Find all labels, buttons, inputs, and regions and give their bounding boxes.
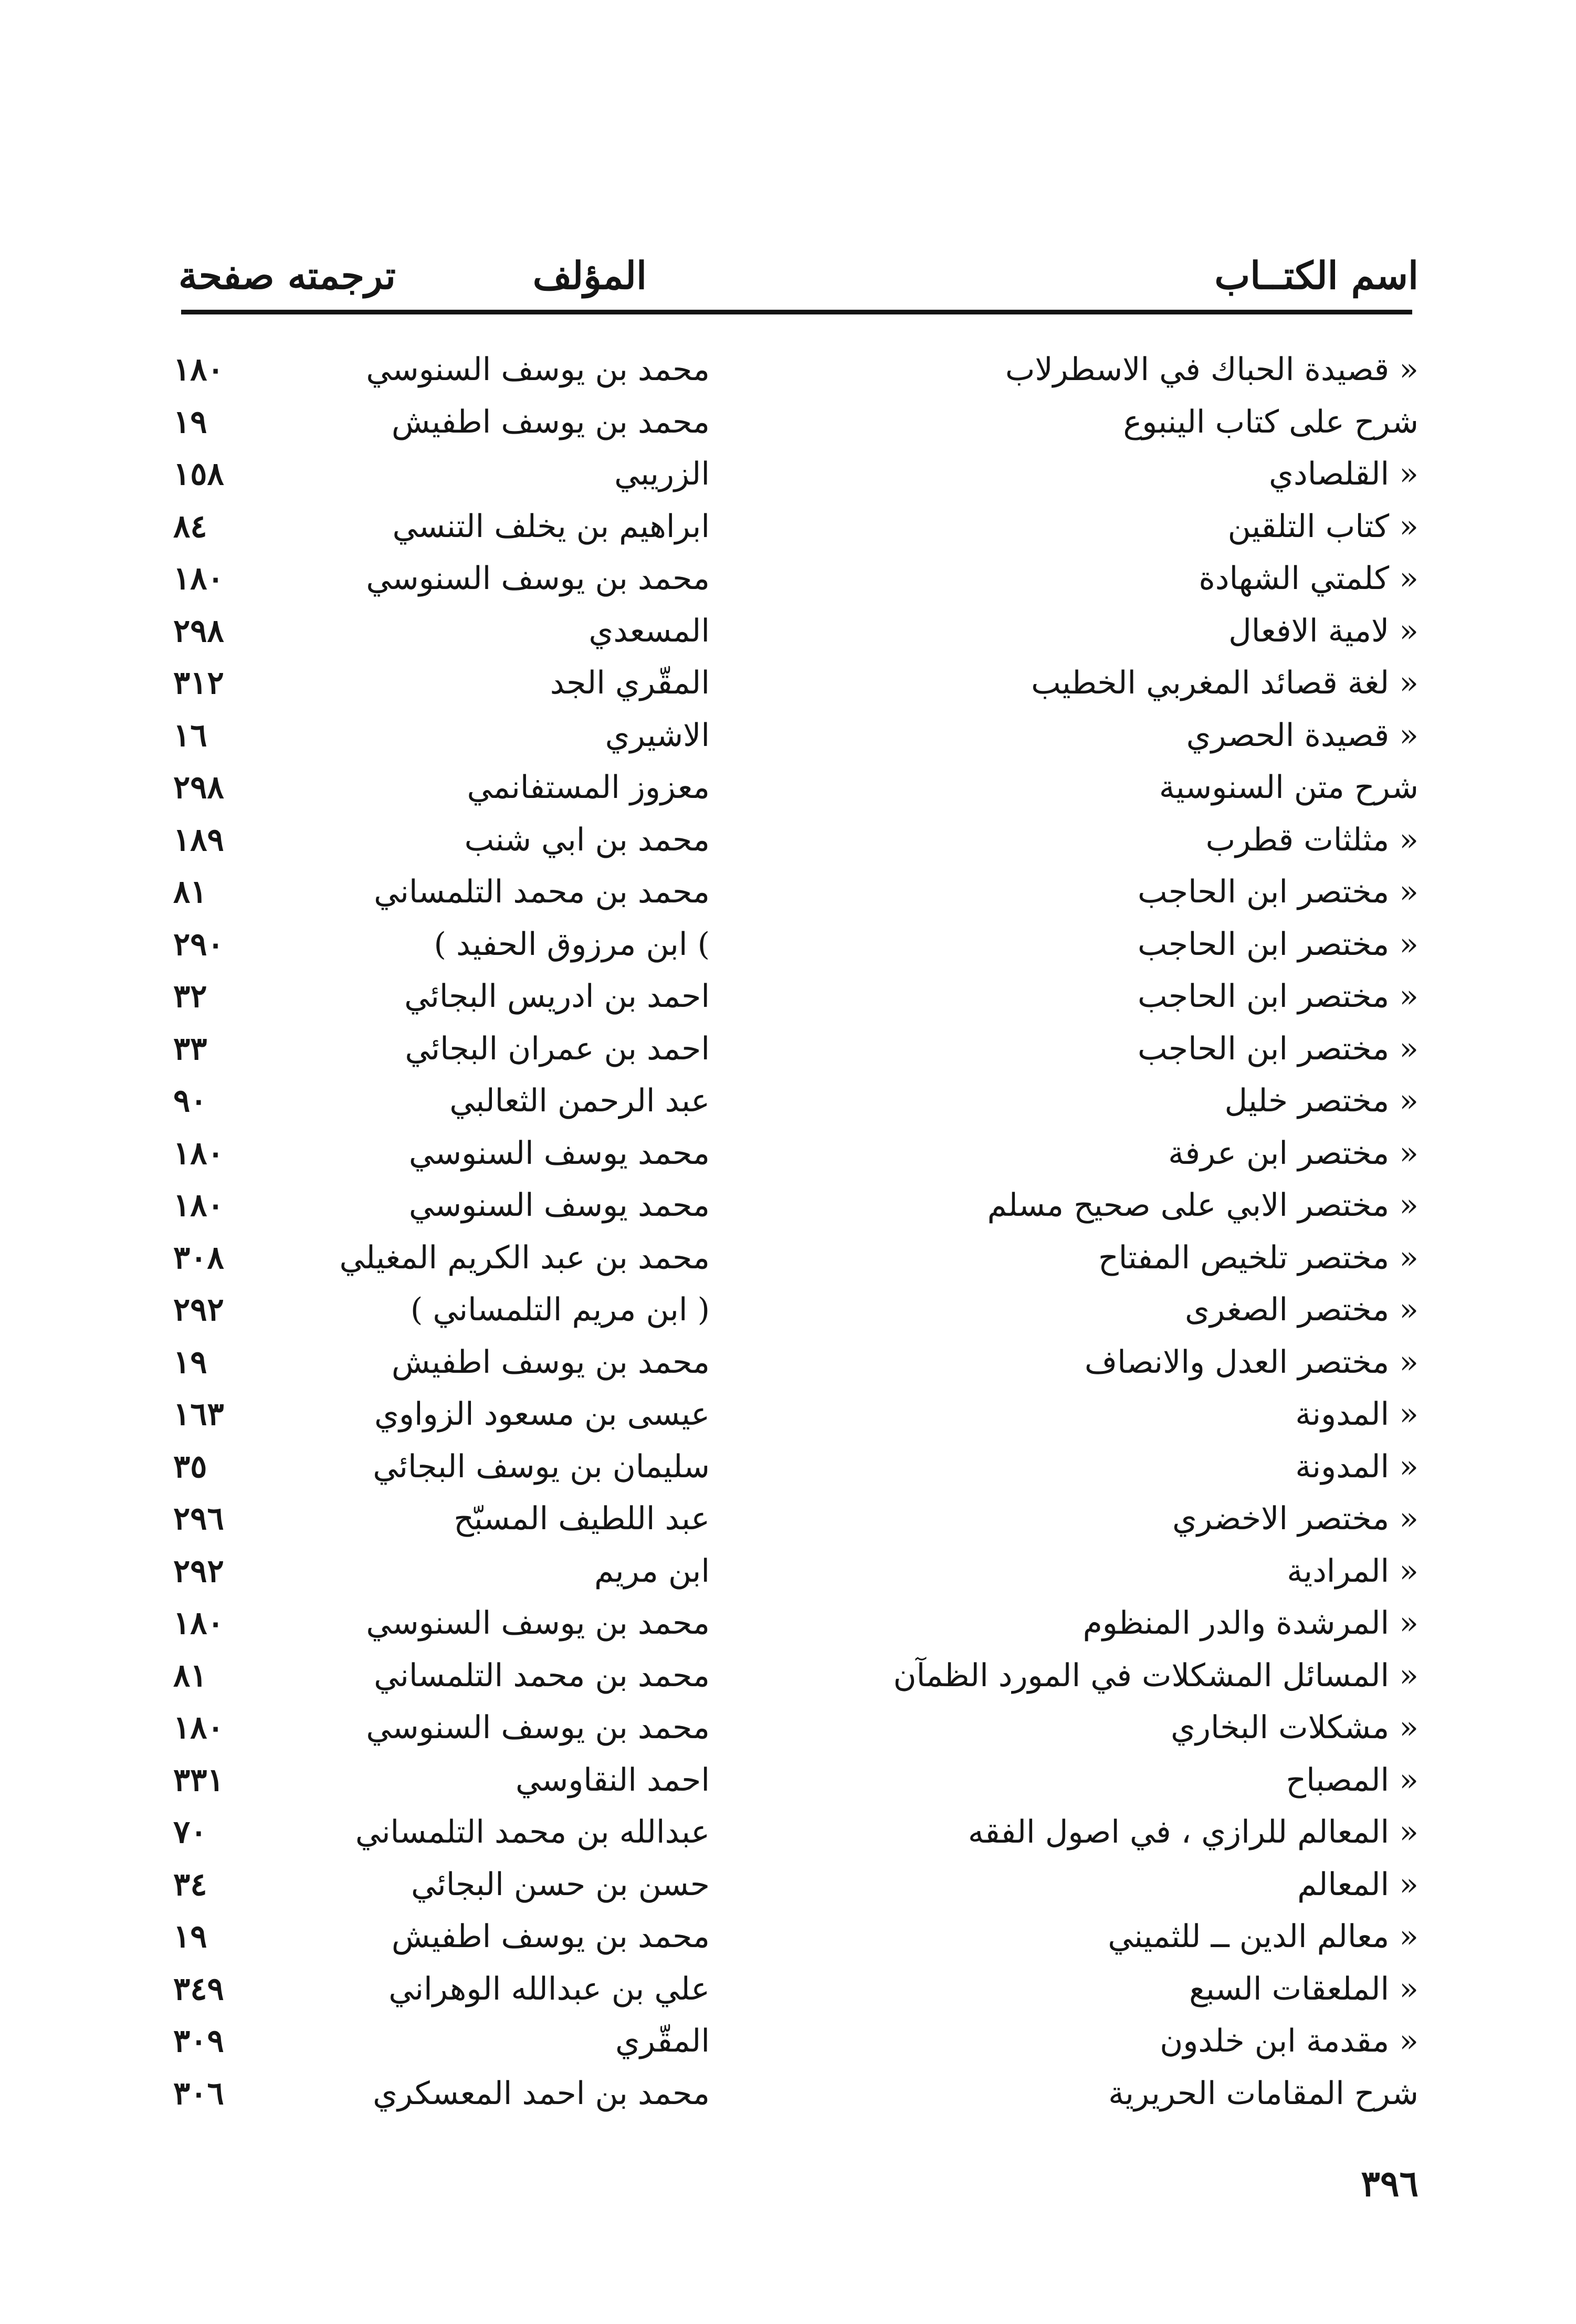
table-row — [0, 553, 1576, 605]
table-row — [0, 2015, 1576, 2068]
book-title-cell: « مختصر ابن الحاجب — [1137, 926, 1419, 963]
book-title-cell: « مختصر الابي على صحيح مسلم — [987, 1187, 1419, 1224]
book-title-cell: « مختصر العدل والانصاف — [1084, 1343, 1419, 1381]
author-cell: محمد يوسف السنوسي — [408, 1134, 710, 1172]
table-row — [0, 1441, 1576, 1494]
table-row — [0, 1597, 1576, 1650]
table-row — [0, 919, 1576, 971]
table-row — [0, 448, 1576, 501]
bio-page-cell: ٣٢ — [173, 978, 207, 1015]
author-cell: عبد الرحمن الثعالبي — [449, 1082, 710, 1119]
author-cell: علي بن عبدالله الوهراني — [388, 1970, 710, 2007]
table-row — [0, 1389, 1576, 1441]
author-cell: محمد بن يوسف السنوسي — [366, 351, 710, 388]
table-row — [0, 396, 1576, 449]
book-title-cell: « المرشدة والدر المنظوم — [1083, 1605, 1419, 1642]
bio-page-cell: ٣٠٦ — [173, 2075, 224, 2112]
table-row — [0, 1963, 1576, 2016]
book-title-cell: « المعالم للرازي ، في اصول الفقه — [968, 1814, 1419, 1850]
header-divider — [181, 310, 1412, 314]
author-cell: محمد بن احمد المعسكري — [373, 2075, 710, 2112]
book-title-cell: « مختصر الصغرى — [1185, 1291, 1419, 1328]
author-cell: محمد بن يوسف اطفيش — [391, 1918, 710, 1955]
table-row — [0, 1911, 1576, 1963]
book-title-cell: « الملعقات السبع — [1189, 1970, 1419, 2007]
column-header-book-title: اسم الكتــاب — [1214, 253, 1419, 298]
index-table-body — [0, 344, 1576, 2120]
author-cell: احمد بن عمران البجائي — [405, 1030, 710, 1067]
book-title-cell: « مختصر ابن الحاجب — [1137, 978, 1419, 1015]
bio-page-cell: ١٨٩ — [173, 821, 224, 858]
author-cell: الاشيري — [605, 717, 710, 754]
author-cell: الزريبي — [614, 456, 710, 492]
book-title-cell: « المعالم — [1297, 1866, 1419, 1903]
table-row — [0, 1754, 1576, 1807]
book-title-cell: « مقدمة ابن خلدون — [1160, 2023, 1419, 2059]
table-row — [0, 1180, 1576, 1232]
author-cell: احمد بن ادريس البجائي — [404, 978, 710, 1015]
bio-page-cell: ١٦ — [173, 717, 207, 754]
book-title-cell: « المرادية — [1287, 1552, 1419, 1590]
table-row — [0, 814, 1576, 867]
bio-page-cell: ٢٩٢ — [173, 1552, 224, 1590]
table-row — [0, 1493, 1576, 1545]
book-title-cell: « المدونة — [1295, 1396, 1419, 1433]
book-title-cell: « مختصر خليل — [1224, 1082, 1419, 1119]
table-row — [0, 1284, 1576, 1337]
bio-page-cell: ١٩ — [173, 1918, 207, 1955]
author-cell: ( ابن مريم التلمساني ) — [410, 1291, 710, 1328]
book-title-cell: « مختصر الاخضري — [1172, 1500, 1419, 1537]
author-cell: محمد يوسف السنوسي — [408, 1187, 710, 1224]
author-cell: محمد بن يوسف اطفيش — [391, 1343, 710, 1381]
bio-page-cell: ١٨٠ — [173, 560, 224, 597]
author-cell: ) ابن مرزوق الحفيد ) — [434, 926, 710, 963]
table-row — [0, 1650, 1576, 1702]
table-row — [0, 1806, 1576, 1859]
author-cell: المقّري — [615, 2023, 710, 2059]
bio-page-cell: ٢٩٢ — [173, 1291, 224, 1328]
book-title-cell: شرح على كتاب الينبوع — [1123, 403, 1419, 440]
table-row — [0, 501, 1576, 553]
author-cell: محمد بن يوسف السنوسي — [366, 1605, 710, 1642]
author-cell: معزوز المستفانمي — [467, 769, 710, 806]
bio-page-cell: ٩٠ — [173, 1082, 207, 1119]
book-title-cell: « المدونة — [1295, 1448, 1419, 1485]
book-title-cell: « معالم الدين ــ للثميني — [1108, 1918, 1419, 1955]
author-cell: المسعدي — [589, 612, 710, 649]
book-title-cell: « المصباح — [1286, 1761, 1419, 1799]
column-header-bio-page: ترجمته صفحة — [178, 253, 396, 298]
book-title-cell: « مثلثات قطرب — [1205, 821, 1419, 858]
author-cell: احمد النقاوسي — [516, 1761, 710, 1799]
book-title-cell: شرح المقامات الحريرية — [1108, 2075, 1419, 2112]
bio-page-cell: ٢٩٦ — [173, 1500, 224, 1537]
author-cell: ابن مريم — [594, 1552, 710, 1590]
book-title-cell: « المسائل المشكلات في المورد الظمآن — [893, 1657, 1419, 1694]
book-title-cell: « مختصر ابن عرفة — [1168, 1134, 1419, 1172]
book-title-cell: « قصيدة الحباك في الاسطرلاب — [1005, 351, 1419, 388]
author-cell: محمد بن يوسف اطفيش — [391, 403, 710, 440]
bio-page-cell: ٣٠٩ — [173, 2023, 224, 2059]
table-row — [0, 1337, 1576, 1389]
book-title-cell: « لامية الافعال — [1228, 612, 1419, 649]
author-cell: محمد بن يوسف السنوسي — [366, 560, 710, 597]
table-row — [0, 605, 1576, 658]
bio-page-cell: ١٨٠ — [173, 1605, 224, 1642]
author-cell: محمد بن ابي شنب — [464, 821, 710, 858]
bio-page-cell: ١٨٠ — [173, 1134, 224, 1172]
book-title-cell: « كلمتي الشهادة — [1199, 560, 1419, 597]
table-row — [0, 657, 1576, 710]
bio-page-cell: ٨١ — [173, 1657, 207, 1694]
bio-page-cell: ٣٤ — [173, 1866, 207, 1903]
table-row — [0, 1859, 1576, 1911]
table-row — [0, 710, 1576, 762]
book-title-cell: « مختصر ابن الحاجب — [1137, 874, 1419, 910]
table-row — [0, 1075, 1576, 1128]
bio-page-cell: ٨١ — [173, 874, 207, 910]
table-row — [0, 971, 1576, 1023]
author-cell: محمد بن محمد التلمساني — [374, 874, 710, 910]
author-cell: حسن بن حسن البجائي — [411, 1866, 710, 1903]
bio-page-cell: ١٦٣ — [173, 1396, 224, 1433]
author-cell: عيسى بن مسعود الزواوي — [374, 1396, 710, 1433]
book-title-cell: « مشكلات البخاري — [1171, 1709, 1419, 1746]
author-cell: محمد بن محمد التلمساني — [374, 1657, 710, 1694]
author-cell: ابراهيم بن يخلف التنسي — [392, 508, 710, 545]
bio-page-cell: ١٨٠ — [173, 1709, 224, 1746]
bio-page-cell: ٢٩٨ — [173, 612, 224, 649]
bio-page-cell: ١٥٨ — [173, 456, 224, 492]
bio-page-cell: ١٩ — [173, 1343, 207, 1381]
book-title-cell: « كتاب التلقين — [1227, 508, 1419, 545]
book-title-cell: « مختصر تلخيص المفتاح — [1098, 1239, 1419, 1276]
bio-page-cell: ٣١٢ — [173, 665, 224, 701]
author-cell: عبدالله بن محمد التلمساني — [355, 1814, 710, 1850]
table-row — [0, 762, 1576, 814]
table-row — [0, 1128, 1576, 1180]
table-row — [0, 2068, 1576, 2120]
bio-page-cell: ٣٤٩ — [173, 1970, 224, 2007]
bio-page-cell: ٢٩٨ — [173, 769, 224, 806]
bio-page-cell: ٣٣١ — [173, 1761, 224, 1799]
table-row — [0, 1702, 1576, 1754]
bio-page-cell: ١٩ — [173, 403, 207, 440]
bio-page-cell: ١٨٠ — [173, 1187, 224, 1224]
book-title-cell: شرح متن السنوسية — [1159, 769, 1419, 806]
page-number: ٣٩٦ — [1361, 2163, 1419, 2205]
column-header-author: المؤلف — [532, 253, 647, 298]
table-row — [0, 1232, 1576, 1285]
table-row — [0, 1023, 1576, 1076]
table-row — [0, 866, 1576, 919]
book-title-cell: « لغة قصائد المغربي الخطيب — [1031, 665, 1419, 701]
bio-page-cell: ٣٣ — [173, 1030, 207, 1067]
bio-page-cell: ٣٠٨ — [173, 1239, 224, 1276]
book-title-cell: « قصيدة الحصري — [1186, 717, 1419, 754]
bio-page-cell: ١٨٠ — [173, 351, 224, 388]
book-title-cell: « مختصر ابن الحاجب — [1137, 1030, 1419, 1067]
book-title-cell: « القلصادي — [1269, 456, 1419, 492]
bio-page-cell: ٢٩٠ — [173, 926, 224, 963]
table-row — [0, 1545, 1576, 1598]
author-cell: المقّري الجد — [550, 665, 710, 701]
author-cell: عبد اللطيف المسبّح — [454, 1500, 710, 1537]
table-header — [0, 247, 1576, 304]
bio-page-cell: ٨٤ — [173, 508, 207, 545]
author-cell: محمد بن يوسف السنوسي — [366, 1709, 710, 1746]
author-cell: محمد بن عبد الكريم المغيلي — [339, 1239, 710, 1276]
author-cell: سليمان بن يوسف البجائي — [373, 1448, 710, 1485]
bio-page-cell: ٣٥ — [173, 1448, 207, 1485]
bio-page-cell: ٧٠ — [173, 1814, 207, 1850]
table-row — [0, 344, 1576, 396]
